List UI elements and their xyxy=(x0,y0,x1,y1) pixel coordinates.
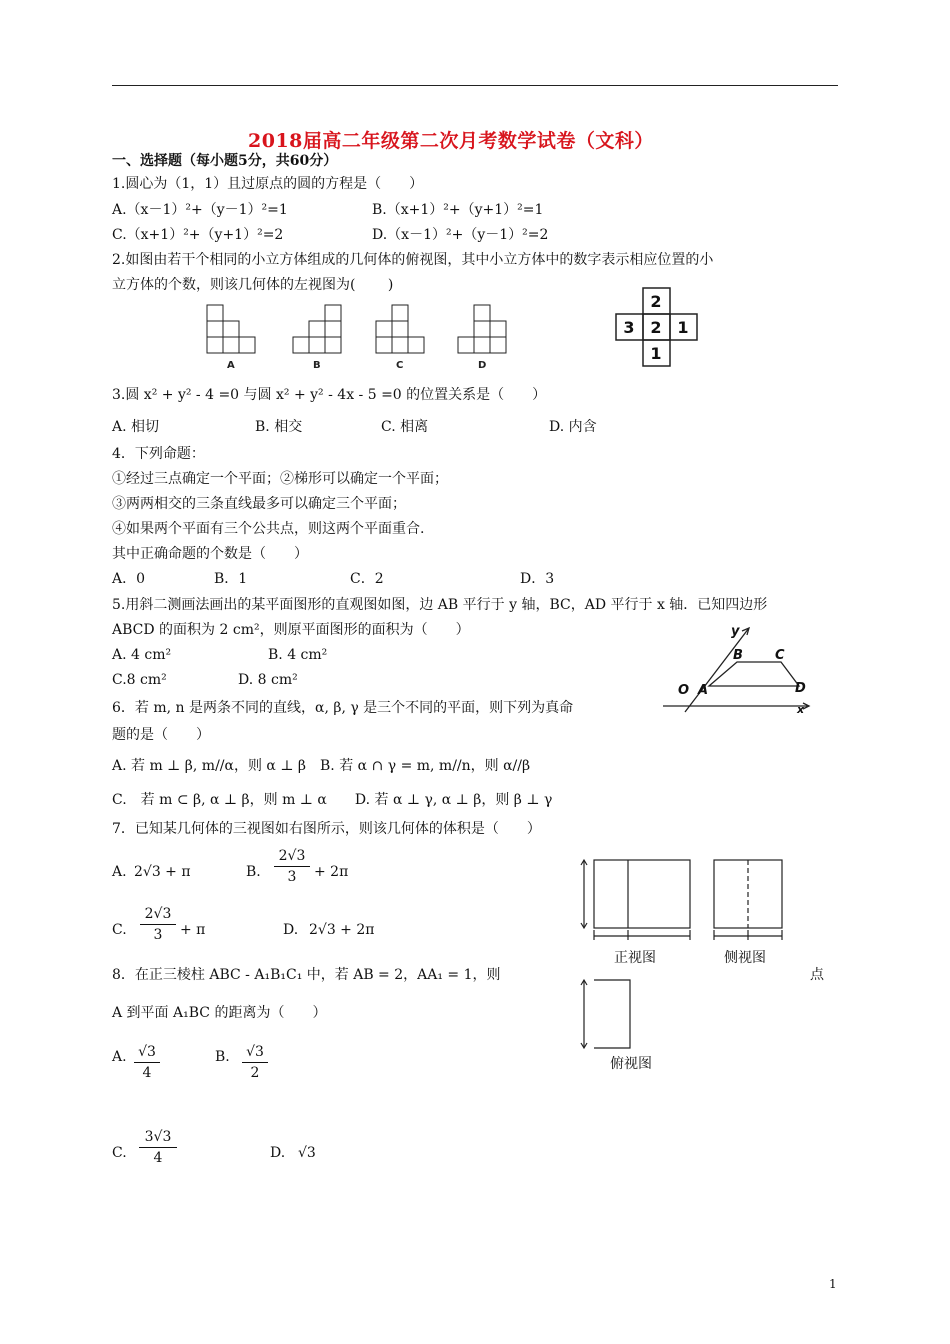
q8-option-a-fraction xyxy=(134,1044,160,1081)
q7-option-a-expr: 2√3 + π xyxy=(134,864,191,880)
q1-option-c: C.（x+1）²+（y+1）²=2 xyxy=(112,227,284,243)
fig-label-o: O xyxy=(678,683,690,698)
q8-option-a-label: A. xyxy=(112,1049,127,1065)
q4-proposition-1-2: ①经过三点确定一个平面；②梯形可以确定一个平面； xyxy=(112,471,448,487)
q8-option-b-label: B. xyxy=(215,1049,230,1065)
q7-option-c-label: C. xyxy=(112,922,127,938)
q4-question: 其中正确命题的个数是（ ） xyxy=(112,546,308,562)
q2-stem-line1: 2.如图由若干个相同的小立方体组成的几何体的俯视图，其中小立方体中的数字表示相应位置的小 xyxy=(112,252,714,268)
q2-options-figure xyxy=(200,300,520,375)
fig-label-c: C xyxy=(775,648,785,663)
q8-stem-line1-tail: 点 xyxy=(810,967,824,983)
q6-options-cd: C. 若 m ⊂ β, α ⊥ β，则 m ⊥ α D. 若 α ⊥ γ, α ⊥ β，则 β ⊥ γ xyxy=(112,792,553,808)
q7-option-c-tail: + π xyxy=(180,922,206,938)
grid-number-top: 2 xyxy=(650,292,662,311)
q6-stem-line1: 6．若 m, n 是两条不同的直线，α, β, γ 是三个不同的平面，则下列为真命 xyxy=(112,700,574,716)
q8-option-d-expr: √3 xyxy=(298,1145,316,1161)
q7-three-views-figure xyxy=(578,852,794,1082)
q7-stem: 7．已知某几何体的三视图如右图所示，则该几何体的体积是（ ） xyxy=(112,821,541,837)
q5-option-b: B. 4 cm² xyxy=(268,647,328,663)
fig-label-d: D xyxy=(795,681,806,696)
front-view-label: 正视图 xyxy=(614,950,656,966)
q3-option-a: A. 相切 xyxy=(112,419,160,435)
q7-option-b-label: B. xyxy=(246,864,261,880)
side-view-label: 侧视图 xyxy=(724,950,766,966)
q5-option-c: C.8 cm² xyxy=(112,672,167,688)
q4-proposition-4: ④如果两个平面有三个公共点，则这两个平面重合. xyxy=(112,521,425,537)
q5-stem-line2: ABCD 的面积为 2 cm²，则原平面图形的面积为（ ） xyxy=(112,622,470,638)
section-heading: 一、选择题（每小题5分，共60分） xyxy=(112,153,338,169)
fig-label-b: B xyxy=(733,648,743,663)
fig-label-y: y xyxy=(731,624,740,639)
top-rule xyxy=(112,85,838,86)
q5-option-a: A. 4 cm² xyxy=(112,647,172,663)
q1-option-a: A.（x－1）²+（y－1）²=1 xyxy=(112,202,288,218)
q7-c-denominator: 3 xyxy=(153,927,163,943)
q8-option-c-fraction xyxy=(139,1129,177,1166)
grid-number-bottom: 1 xyxy=(650,344,662,363)
q2-label-d: D xyxy=(478,360,487,371)
q7-option-c-fraction xyxy=(140,906,176,943)
q3-option-c: C. 相离 xyxy=(381,419,429,435)
q4-option-c: C．2 xyxy=(350,571,384,587)
q7-option-b-fraction xyxy=(274,848,310,885)
fig-label-a: A xyxy=(698,683,709,698)
q4-proposition-3: ③两两相交的三条直线最多可以确定三个平面； xyxy=(112,496,406,512)
q7-option-d-label: D. xyxy=(283,922,299,938)
q2-label-c: C xyxy=(396,360,404,371)
q1-option-b: B.（x+1）²+（y+1）²=1 xyxy=(372,202,544,218)
q8-a-denominator: 4 xyxy=(142,1065,152,1081)
q8-c-denominator: 4 xyxy=(153,1150,163,1166)
q8-b-denominator: 2 xyxy=(250,1065,260,1081)
top-view-label: 俯视图 xyxy=(610,1056,652,1072)
q2-top-view-grid xyxy=(612,286,702,370)
q5-oblique-figure xyxy=(655,622,815,714)
q5-option-d: D. 8 cm² xyxy=(238,672,298,688)
q6-options-ab: A. 若 m ⊥ β, m//α，则 α ⊥ β B. 若 α ∩ γ = m, m//n，则 α//β xyxy=(112,758,531,774)
q2-label-b: B xyxy=(313,360,321,371)
q4-stem: 4．下列命题： xyxy=(112,446,205,462)
q8-stem-line2: A 到平面 A₁BC 的距离为（ ） xyxy=(112,1005,327,1021)
q2-stem-line2: 立方体的个数，则该几何体的左视图为( ) xyxy=(112,277,394,293)
grid-number-left: 3 xyxy=(623,318,635,337)
q7-option-b-tail: + 2π xyxy=(314,864,349,880)
q3-option-d: D. 内含 xyxy=(549,419,597,435)
q1-option-d: D.（x－1）²+（y－1）²=2 xyxy=(372,227,549,243)
q2-label-a: A xyxy=(227,360,235,371)
q8-a-numerator: √3 xyxy=(138,1044,156,1060)
q4-option-a: A．0 xyxy=(112,571,146,587)
q8-option-c-label: C. xyxy=(112,1145,127,1161)
q7-b-numerator: 2√3 xyxy=(278,848,306,864)
q7-option-d-expr: 2√3 + 2π xyxy=(309,922,375,938)
page-number: 1 xyxy=(829,1277,837,1291)
q8-stem-line1: 8．在正三棱柱 ABC - A₁B₁C₁ 中，若 AB = 2，AA₁ = 1，则 xyxy=(112,967,501,983)
q6-stem-line2: 题的是（ ） xyxy=(112,727,210,743)
q7-b-denominator: 3 xyxy=(287,869,297,885)
q8-c-numerator: 3√3 xyxy=(144,1129,172,1145)
grid-number-right: 1 xyxy=(677,318,689,337)
fig-label-x: x xyxy=(797,703,805,714)
q8-option-b-fraction xyxy=(242,1044,268,1081)
q1-stem: 1.圆心为（1，1）且过原点的圆的方程是（ ） xyxy=(112,176,424,192)
q7-option-a-label: A. xyxy=(112,864,127,880)
q5-stem-line1: 5.用斜二测画法画出的某平面图形的直观图如图，边 AB 平行于 y 轴，BC，AD 平行于 x 轴．已知四边形 xyxy=(112,597,768,613)
q3-option-b: B. 相交 xyxy=(255,419,303,435)
q3-stem: 3.圆 x² + y² - 4 =0 与圆 x² + y² - 4x - 5 =0 的位置关系是（ ） xyxy=(112,387,547,403)
q4-option-b: B．1 xyxy=(214,571,248,587)
grid-number-center: 2 xyxy=(650,318,662,337)
q8-option-d-label: D. xyxy=(270,1145,286,1161)
q4-option-d: D．3 xyxy=(520,571,555,587)
q8-b-numerator: √3 xyxy=(246,1044,264,1060)
exam-title: 2018届高二年级第二次月考数学试卷（文科） xyxy=(248,130,654,152)
q7-c-numerator: 2√3 xyxy=(144,906,172,922)
